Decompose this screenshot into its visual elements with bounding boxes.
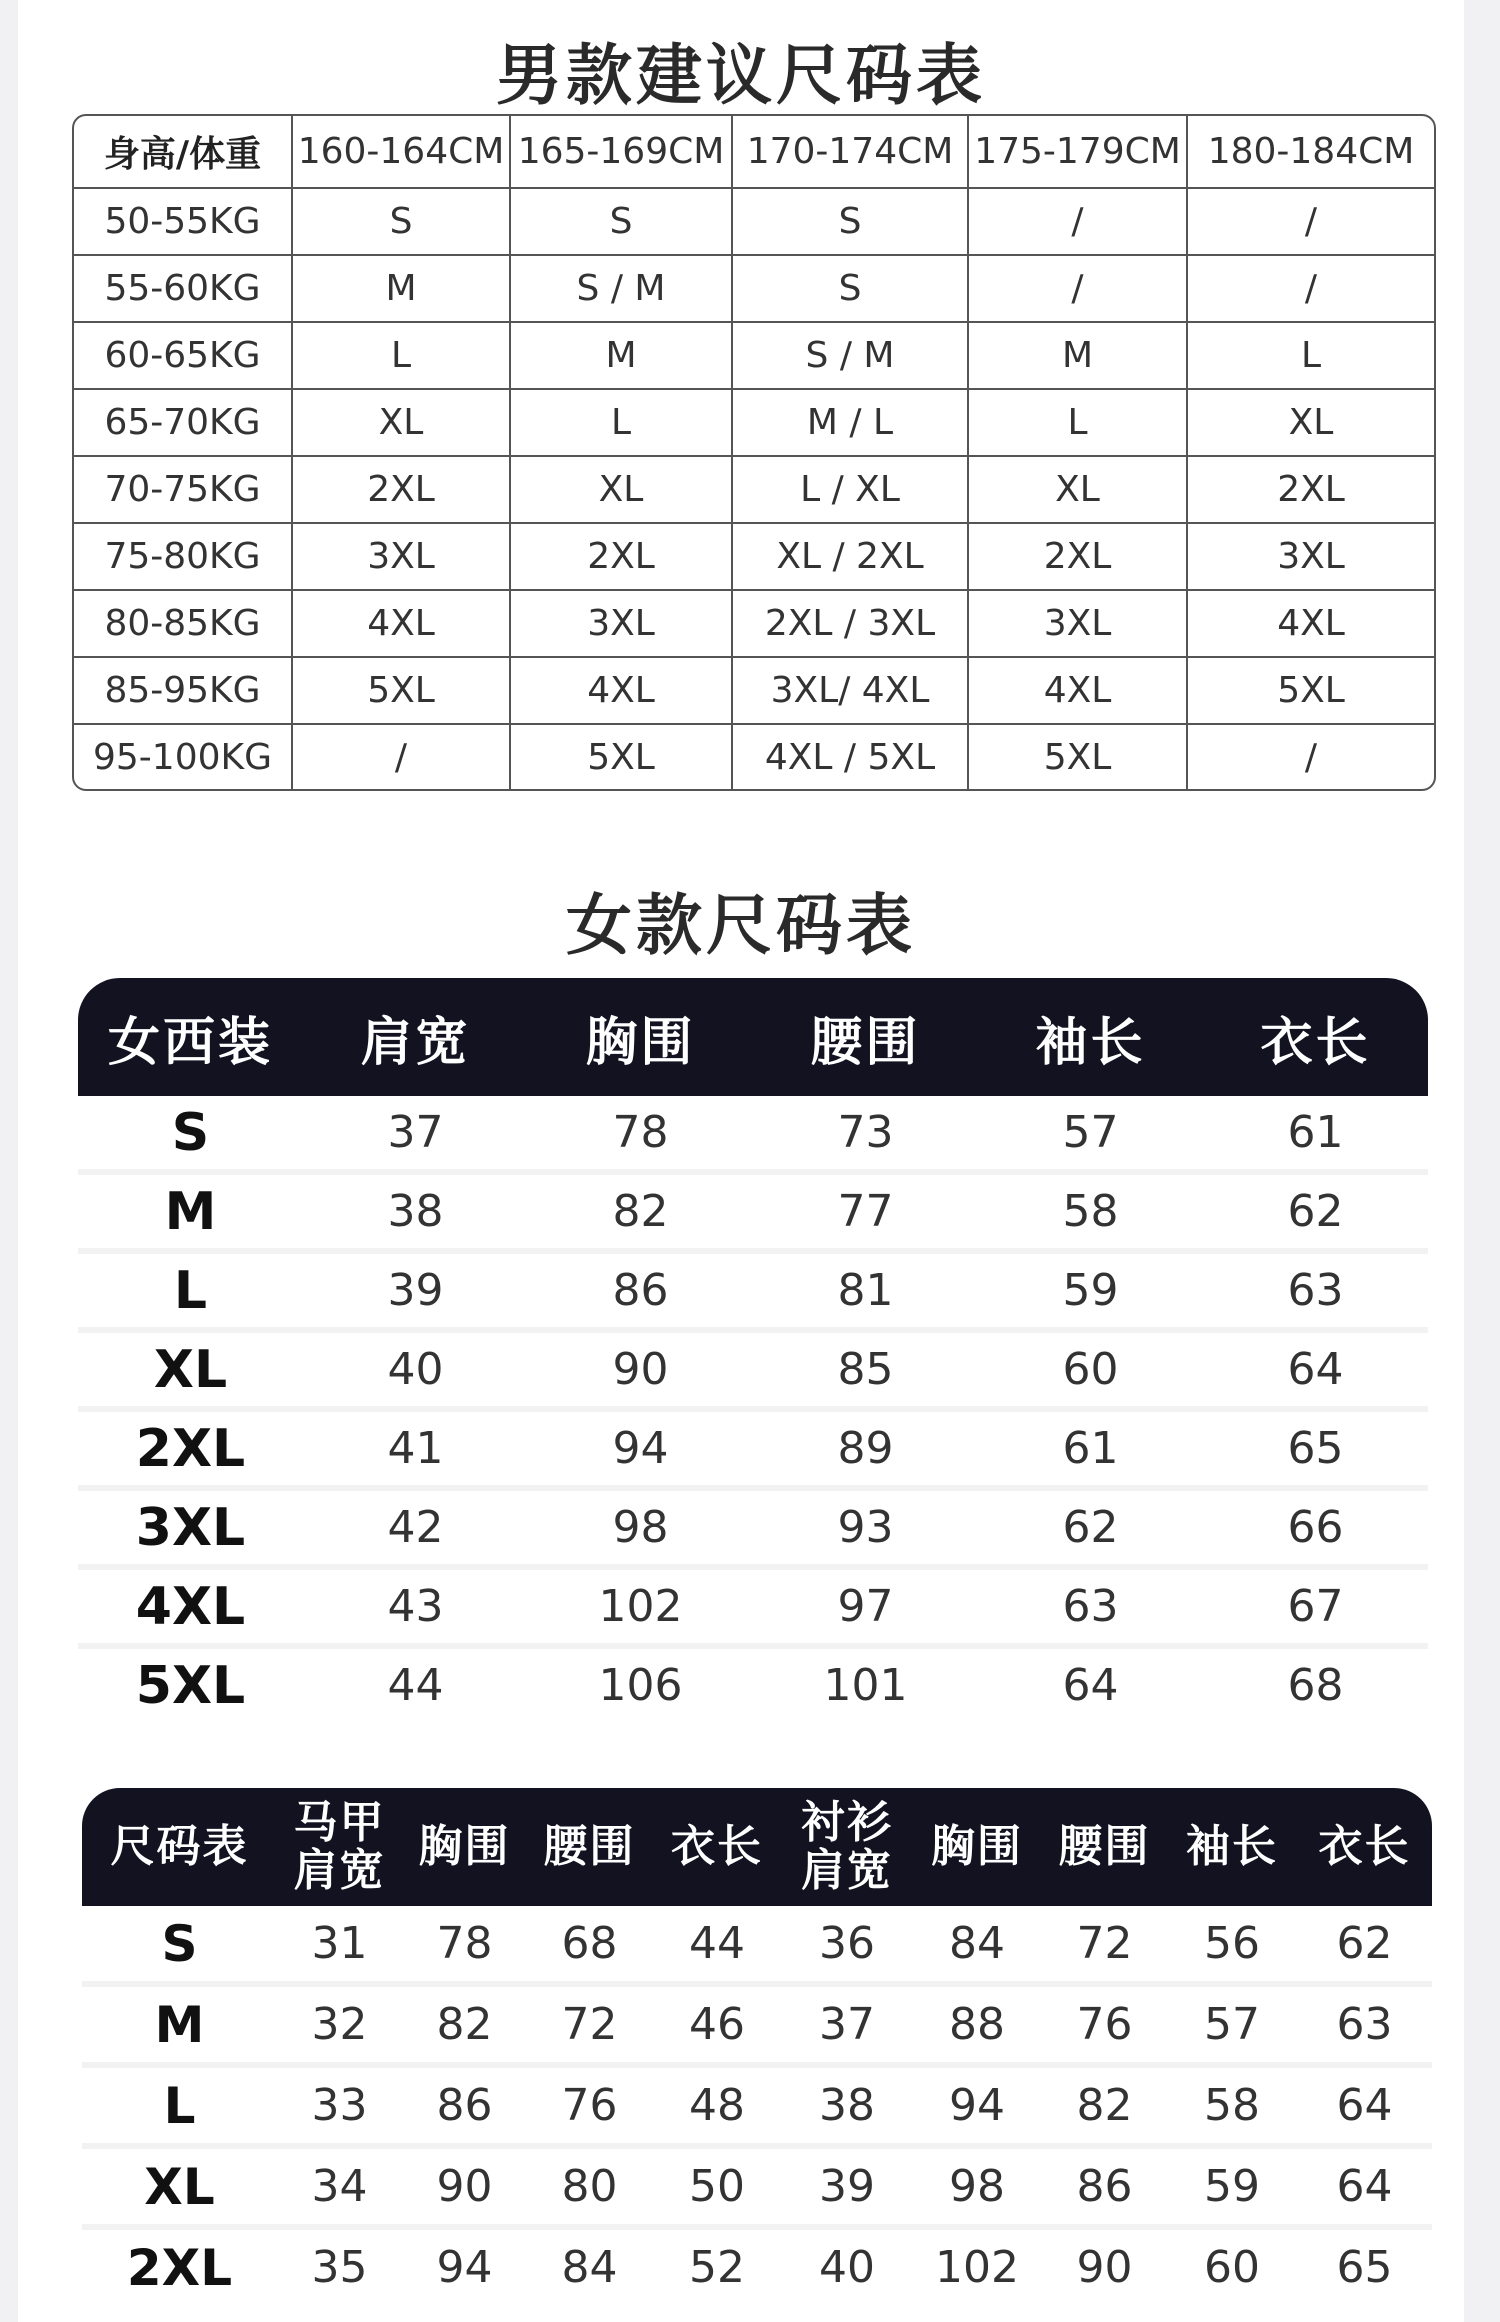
suit-value-cell: 57 — [978, 1096, 1203, 1172]
men-weight-cell: 60-65KG — [74, 323, 293, 390]
suit-value-cell: 106 — [598, 1660, 683, 1711]
men-size-cell: S — [733, 256, 969, 323]
suit-table-row — [78, 1172, 1428, 1251]
vest-shirt-value-cell: 39 — [782, 2146, 912, 2227]
men-size-cell: 2XL — [969, 524, 1188, 591]
suit-value-cell: 85 — [753, 1330, 978, 1409]
men-size-cell: 5XL — [511, 725, 733, 789]
men-weight-cell: 65-70KG — [74, 390, 293, 457]
men-size-cell: M — [969, 323, 1188, 390]
men-weight-cell: 70-75KG — [74, 457, 293, 524]
vest-shirt-value-cell: 64 — [1297, 2065, 1432, 2146]
men-header-cell: 165-169CM — [511, 116, 733, 189]
suit-value-cell: 81 — [753, 1251, 978, 1330]
men-size-cell: 3XL — [293, 524, 511, 591]
shirt-shoulder-header — [782, 1788, 912, 1906]
suit-value-cell: 39 — [303, 1251, 528, 1330]
men-table-row — [74, 725, 1434, 789]
suit-header-cell: 胸围 — [528, 978, 753, 1096]
vest-shirt-table-row — [82, 2146, 1432, 2227]
suit-value-cell: 64 — [1203, 1330, 1428, 1409]
suit-value-cell: 101 — [823, 1660, 908, 1711]
suit-table-row — [78, 1409, 1428, 1488]
vest-shirt-value-cell: 76 — [1042, 1984, 1167, 2065]
vest-shirt-value-cell: 86 — [1042, 2146, 1167, 2227]
men-weight-cell: 85-95KG — [74, 658, 293, 725]
vest-shirt-size-label: M — [82, 1984, 277, 2065]
vest-shirt-size-label: XL — [82, 2146, 277, 2227]
men-size-cell: / — [969, 189, 1188, 256]
vest-shirt-value-cell: 82 — [402, 1984, 527, 2065]
suit-value-cell: 66 — [1203, 1488, 1428, 1567]
vest-shirt-value-cell: 94 — [912, 2065, 1042, 2146]
men-size-cell: / — [1188, 189, 1434, 256]
men-size-cell: 4XL / 5XL — [733, 725, 969, 789]
vest-shirt-value-cell: 64 — [1297, 2146, 1432, 2227]
men-size-cell: 2XL — [293, 457, 511, 524]
suit-value-cell: 97 — [753, 1567, 978, 1646]
vest-shirt-header-cell: 胸围 — [912, 1788, 1042, 1906]
suit-value-cell: 73 — [753, 1096, 978, 1172]
vest-shirt-value-cell: 56 — [1167, 1906, 1297, 1984]
suit-header-cell: 袖长 — [978, 978, 1203, 1096]
men-size-cell: / — [1304, 736, 1318, 778]
vest-shirt-header-row — [82, 1788, 1432, 1906]
men-size-cell: 4XL — [1188, 591, 1434, 658]
suit-header-row — [78, 978, 1428, 1096]
vest-shirt-value-cell: 76 — [527, 2065, 652, 2146]
suit-value-cell: 43 — [303, 1567, 528, 1646]
vest-shirt-value-cell: 63 — [1297, 1984, 1432, 2065]
suit-table-row — [78, 1330, 1428, 1409]
men-size-cell: M — [511, 323, 733, 390]
men-size-cell: S — [511, 189, 733, 256]
men-table-row — [74, 390, 1434, 457]
vest-shirt-value-cell: 98 — [912, 2146, 1042, 2227]
vest-shirt-value-cell: 72 — [527, 1984, 652, 2065]
women-size-chart-title: 女款尺码表 — [566, 887, 916, 964]
men-table-row — [74, 256, 1434, 323]
suit-header-cell: 衣长 — [1203, 978, 1428, 1096]
suit-value-cell: 40 — [303, 1330, 528, 1409]
suit-size-label: 2XL — [78, 1409, 303, 1488]
suit-value-cell: 62 — [978, 1488, 1203, 1567]
men-header-cell: 160-164CM — [293, 116, 511, 189]
men-header-row — [74, 116, 1434, 189]
men-size-cell: 2XL / 3XL — [733, 591, 969, 658]
vest-shirt-value-cell: 44 — [652, 1906, 782, 1984]
suit-value-cell: 37 — [303, 1096, 528, 1172]
vest-shirt-value-cell: 50 — [652, 2146, 782, 2227]
vest-shirt-header-cell: 腰围 — [527, 1788, 652, 1906]
vest-shirt-value-cell: 72 — [1042, 1906, 1167, 1984]
vest-label: 马甲 — [293, 1797, 386, 1848]
suit-value-cell: 86 — [528, 1251, 753, 1330]
vest-shirt-table-row — [82, 2065, 1432, 2146]
vest-shirt-table-row — [82, 2227, 1432, 2305]
suit-value-cell: 90 — [528, 1330, 753, 1409]
men-size-cell: S / M — [733, 323, 969, 390]
vest-shirt-value-cell: 90 — [402, 2146, 527, 2227]
men-weight-cell: 75-80KG — [74, 524, 293, 591]
vest-shirt-value-cell: 31 — [277, 1906, 402, 1984]
vest-shirt-value-cell: 34 — [277, 2146, 402, 2227]
men-size-cell: XL — [969, 457, 1188, 524]
vest-shirt-value-cell: 88 — [912, 1984, 1042, 2065]
men-size-cell: XL — [1188, 390, 1434, 457]
shirt-label: 衬衫 — [801, 1797, 893, 1848]
suit-value-cell: 78 — [528, 1096, 753, 1172]
men-size-cell: S — [733, 189, 969, 256]
men-size-cell: L — [293, 323, 511, 390]
men-size-cell: 4XL — [511, 658, 733, 725]
vest-shirt-value-cell: 37 — [782, 1984, 912, 2065]
vest-shirt-value-cell: 38 — [782, 2065, 912, 2146]
vest-shirt-value-cell: 80 — [527, 2146, 652, 2227]
men-size-cell: 2XL — [1188, 457, 1434, 524]
suit-table-row — [78, 1567, 1428, 1646]
men-size-cell: / — [1188, 256, 1434, 323]
vest-shirt-value-cell: 57 — [1167, 1984, 1297, 2065]
vest-shoulder-header — [277, 1788, 402, 1906]
suit-value-cell: 68 — [1287, 1660, 1344, 1711]
suit-value-cell: 62 — [1203, 1172, 1428, 1251]
vest-shirt-value-cell: 68 — [527, 1906, 652, 1984]
men-size-cell: M — [293, 256, 511, 323]
vest-shirt-header-cell: 衣长 — [1297, 1788, 1432, 1906]
vest-shirt-value-cell: 32 — [277, 1984, 402, 2065]
men-weight-cell: 95-100KG — [74, 725, 293, 789]
men-table-row — [74, 524, 1434, 591]
vest-shirt-value-cell: 36 — [782, 1906, 912, 1984]
vest-shirt-size-label: L — [82, 2065, 277, 2146]
vest-shirt-value-cell: 84 — [561, 2242, 618, 2293]
vest-shirt-value-cell: 40 — [819, 2242, 875, 2293]
suit-header-cell: 腰围 — [753, 978, 978, 1096]
men-size-cell: L — [969, 390, 1188, 457]
men-size-cell: 2XL — [511, 524, 733, 591]
men-size-cell: 3XL — [511, 591, 733, 658]
men-table-row — [74, 658, 1434, 725]
men-size-cell: S / M — [511, 256, 733, 323]
vest-shirt-value-cell: 46 — [652, 1984, 782, 2065]
men-size-cell: L — [1188, 323, 1434, 390]
men-size-cell: 3XL/ 4XL — [733, 658, 969, 725]
men-size-cell: 4XL — [969, 658, 1188, 725]
suit-table-row — [78, 1488, 1428, 1567]
suit-size-label: L — [78, 1251, 303, 1330]
suit-value-cell: 58 — [978, 1172, 1203, 1251]
suit-value-cell: 59 — [978, 1251, 1203, 1330]
shoulder-label: 肩宽 — [293, 1845, 386, 1896]
vest-shirt-header-cell: 尺码表 — [82, 1788, 277, 1906]
men-header-cell: 180-184CM — [1188, 116, 1434, 189]
vest-shirt-header-cell: 袖长 — [1167, 1788, 1297, 1906]
vest-shirt-value-cell: 59 — [1167, 2146, 1297, 2227]
men-size-cell: 4XL — [293, 591, 511, 658]
vest-shirt-value-cell: 82 — [1042, 2065, 1167, 2146]
suit-value-cell: 38 — [303, 1172, 528, 1251]
suit-value-cell: 42 — [303, 1488, 528, 1567]
suit-value-cell: 93 — [753, 1488, 978, 1567]
men-table-row — [74, 591, 1434, 658]
men-size-cell: 3XL — [969, 591, 1188, 658]
suit-value-cell: 41 — [303, 1409, 528, 1488]
vest-shirt-value-cell: 102 — [935, 2242, 1019, 2293]
suit-value-cell: 98 — [528, 1488, 753, 1567]
men-table-row — [74, 189, 1434, 256]
vest-shirt-value-cell: 65 — [1336, 2242, 1393, 2293]
vest-shirt-value-cell: 84 — [912, 1906, 1042, 1984]
vest-shirt-value-cell: 35 — [311, 2242, 368, 2293]
men-size-cell: XL — [511, 457, 733, 524]
suit-table-row — [78, 1646, 1428, 1722]
suit-size-label: XL — [78, 1330, 303, 1409]
men-size-cell: / — [293, 725, 511, 789]
vest-shirt-value-cell: 94 — [436, 2242, 493, 2293]
suit-value-cell: 63 — [978, 1567, 1203, 1646]
men-size-chart-title: 男款建议尺码表 — [496, 37, 986, 114]
vest-shirt-table-row — [82, 1984, 1432, 2065]
suit-value-cell: 44 — [387, 1660, 444, 1711]
vest-shirt-table-row — [82, 1906, 1432, 1984]
vest-shirt-header-cell: 腰围 — [1042, 1788, 1167, 1906]
suit-value-cell: 82 — [528, 1172, 753, 1251]
suit-value-cell: 67 — [1203, 1567, 1428, 1646]
suit-header-cell: 女西装 — [78, 978, 303, 1096]
suit-size-label: 4XL — [78, 1567, 303, 1646]
men-size-cell: XL / 2XL — [733, 524, 969, 591]
suit-value-cell: 63 — [1203, 1251, 1428, 1330]
men-size-cell: M / L — [733, 390, 969, 457]
suit-value-cell: 60 — [978, 1330, 1203, 1409]
suit-value-cell: 64 — [1062, 1660, 1119, 1711]
suit-value-cell: 61 — [978, 1409, 1203, 1488]
vest-shirt-header-cell: 胸围 — [402, 1788, 527, 1906]
suit-value-cell: 102 — [528, 1567, 753, 1646]
vest-shirt-value-cell: 60 — [1204, 2242, 1260, 2293]
vest-shirt-value-cell: 78 — [402, 1906, 527, 1984]
suit-size-label: S — [78, 1096, 303, 1172]
women-suit-size-table — [78, 978, 1428, 1722]
men-weight-cell: 80-85KG — [74, 591, 293, 658]
vest-shirt-value-cell: 33 — [277, 2065, 402, 2146]
suit-table-row — [78, 1251, 1428, 1330]
vest-shirt-size-label: S — [82, 1906, 277, 1984]
men-size-cell: 5XL — [293, 658, 511, 725]
suit-size-label: M — [78, 1172, 303, 1251]
vest-shirt-header-cell: 衣长 — [652, 1788, 782, 1906]
men-size-cell: S — [293, 189, 511, 256]
men-header-cell: 身高/体重 — [74, 116, 293, 189]
suit-size-label: 3XL — [78, 1488, 303, 1567]
size-chart-page — [18, 0, 1464, 2322]
suit-value-cell: 89 — [753, 1409, 978, 1488]
vest-shirt-value-cell: 62 — [1297, 1906, 1432, 1984]
vest-shirt-value-cell: 90 — [1076, 2242, 1133, 2293]
men-table-row — [74, 457, 1434, 524]
vest-shirt-size-table — [82, 1788, 1432, 2305]
suit-size-label: 5XL — [135, 1655, 246, 1716]
vest-shirt-value-cell: 52 — [689, 2242, 745, 2293]
suit-value-cell: 61 — [1203, 1096, 1428, 1172]
men-header-cell: 175-179CM — [969, 116, 1188, 189]
men-size-cell: XL — [293, 390, 511, 457]
men-size-cell: 3XL — [1188, 524, 1434, 591]
men-size-cell: / — [969, 256, 1188, 323]
vest-shirt-size-label: 2XL — [126, 2238, 233, 2297]
suit-value-cell: 94 — [528, 1409, 753, 1488]
men-weight-cell: 50-55KG — [74, 189, 293, 256]
men-size-cell: 5XL — [1188, 658, 1434, 725]
men-size-cell: 5XL — [969, 725, 1188, 789]
suit-value-cell: 65 — [1203, 1409, 1428, 1488]
men-weight-cell: 55-60KG — [74, 256, 293, 323]
men-size-cell: L / XL — [733, 457, 969, 524]
suit-table-row — [78, 1096, 1428, 1172]
men-table-row — [74, 323, 1434, 390]
shoulder-label: 肩宽 — [801, 1845, 893, 1896]
men-size-table — [72, 114, 1436, 791]
vest-shirt-value-cell: 58 — [1167, 2065, 1297, 2146]
suit-value-cell: 77 — [753, 1172, 978, 1251]
vest-shirt-value-cell: 86 — [402, 2065, 527, 2146]
suit-header-cell: 肩宽 — [303, 978, 528, 1096]
men-header-cell: 170-174CM — [733, 116, 969, 189]
men-size-cell: L — [511, 390, 733, 457]
vest-shirt-value-cell: 48 — [652, 2065, 782, 2146]
